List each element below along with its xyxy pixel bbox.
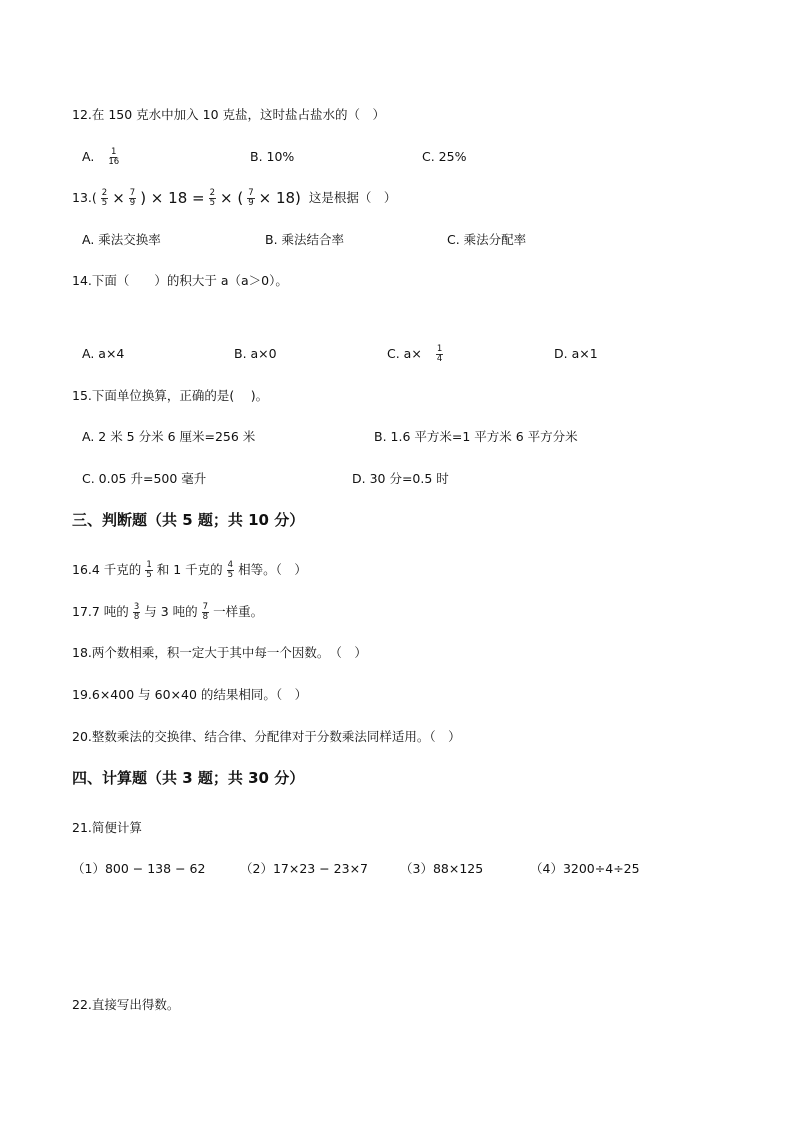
- denominator: 5: [227, 569, 234, 580]
- denominator: 5: [146, 569, 152, 580]
- numerator: 1: [111, 146, 117, 157]
- q21-part-4: （4）3200÷4÷25: [530, 861, 640, 876]
- q14-option-b: B. a×0: [234, 346, 277, 361]
- option-label: C. a×: [387, 346, 422, 361]
- q14-option-d: D. a×1: [554, 346, 598, 361]
- fraction: [202, 603, 209, 622]
- numerator: 4: [227, 559, 234, 570]
- question-12: 12.在 150 克水中加入 10 克盐，这时盐占盐水的（ ）: [72, 107, 386, 122]
- q14-option-c: [387, 345, 447, 363]
- fraction: [227, 561, 234, 580]
- question-19: 19.6×400 与 60×40 的结果相同。（ ）: [72, 687, 308, 702]
- q21-part-2: （2）17×23 − 23×7: [240, 861, 368, 876]
- numerator: 1: [436, 343, 443, 354]
- numerator: 7: [202, 601, 209, 612]
- q13-option-b: B. 乘法结合率: [265, 232, 345, 247]
- numerator: 7: [129, 187, 136, 198]
- fraction: [133, 603, 140, 622]
- denominator: 4: [436, 353, 443, 364]
- text: 与 3 吨的: [144, 604, 198, 619]
- section-3-heading: 三、判断题（共 5 题；共 10 分）: [72, 511, 305, 529]
- fraction: [209, 189, 216, 208]
- question-20: 20.整数乘法的交换律、结合律、分配律对于分数乘法同样适用。（ ）: [72, 729, 461, 744]
- text: 和 1 千克的: [156, 562, 223, 577]
- fraction: [436, 345, 443, 364]
- question-15: 15.下面单位换算，正确的是( )。: [72, 388, 269, 403]
- question-21: 21.简便计算: [72, 820, 142, 835]
- q13-option-a: A. 乘法交换率: [82, 232, 161, 247]
- text: ) × 18 =: [140, 189, 205, 207]
- q12-option-c: C. 25%: [422, 149, 467, 164]
- text: 16.4 千克的: [72, 562, 142, 577]
- denominator: 5: [101, 197, 108, 208]
- text: × 18): [258, 189, 301, 207]
- question-14: 14.下面（ ）的积大于 a（a＞0）。: [72, 273, 288, 288]
- text: × (: [220, 189, 244, 207]
- text: 相等。（ ）: [238, 562, 307, 577]
- q12-option-a: [82, 148, 123, 166]
- numerator: 3: [133, 601, 140, 612]
- q14-option-a: A. a×4: [82, 346, 125, 361]
- question-17: [72, 603, 263, 621]
- fraction: [145, 561, 152, 580]
- fraction: [129, 189, 136, 208]
- fraction: [101, 189, 108, 208]
- question-22: 22.直接写出得数。: [72, 997, 180, 1012]
- denominator: 8: [202, 611, 209, 622]
- question-18: 18.两个数相乘，积一定大于其中每一个因数。 （ ）: [72, 645, 367, 660]
- denominator: 9: [248, 197, 254, 208]
- q15-option-d: D. 30 分=0.5 时: [352, 471, 449, 486]
- q12-option-b: B. 10%: [250, 149, 295, 164]
- fraction: [247, 189, 254, 208]
- denominator: 16: [108, 156, 120, 167]
- q13-option-c: C. 乘法分配率: [447, 232, 527, 247]
- text: 这是根据（ ）: [308, 190, 397, 205]
- denominator: 9: [129, 197, 136, 208]
- text: 17.7 吨的: [72, 604, 129, 619]
- q15-option-c: C. 0.05 升=500 毫升: [82, 471, 207, 486]
- numerator: 7: [248, 187, 254, 198]
- numerator: 1: [146, 559, 152, 570]
- numerator: 2: [101, 187, 108, 198]
- question-13: [72, 189, 396, 207]
- section-4-heading: 四、计算题（共 3 题；共 30 分）: [72, 769, 305, 787]
- text: 13.(: [72, 190, 97, 205]
- q15-option-b: B. 1.6 平方米=1 平方米 6 平方分米: [374, 429, 578, 444]
- numerator: 2: [209, 187, 215, 198]
- q15-option-a: A. 2 米 5 分米 6 厘米=256 米: [82, 429, 256, 444]
- question-16: [72, 561, 307, 579]
- times-sign: ×: [112, 189, 125, 207]
- denominator: 8: [133, 611, 140, 622]
- q21-part-3: （3）88×125: [400, 861, 484, 876]
- denominator: 5: [209, 197, 215, 208]
- fraction: [108, 148, 119, 167]
- text: 一样重。: [213, 604, 264, 619]
- option-label: A.: [82, 149, 95, 164]
- q21-part-1: （1）800 − 138 − 62: [72, 861, 206, 876]
